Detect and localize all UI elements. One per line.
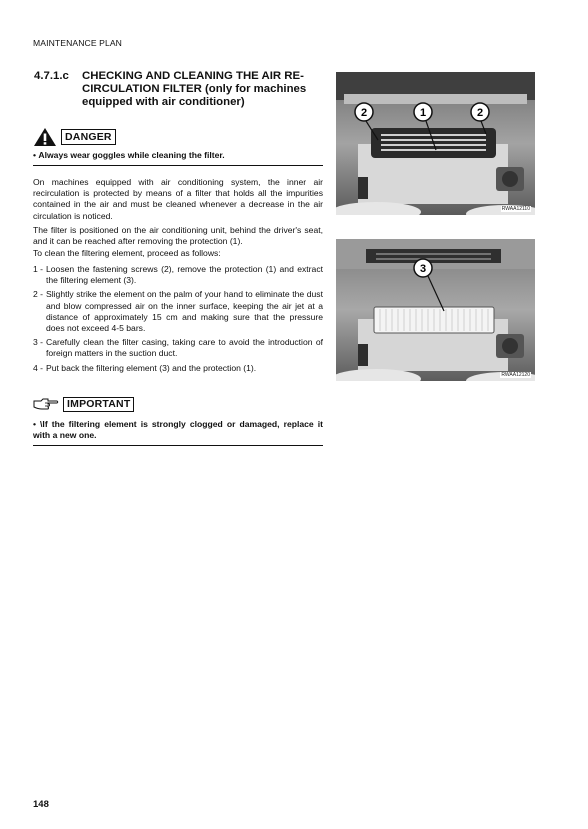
divider [33, 165, 323, 166]
danger-label: DANGER [61, 129, 116, 145]
warning-triangle-icon [33, 127, 57, 147]
callout-label: 2 [360, 107, 368, 119]
callout-label: 2 [476, 107, 484, 119]
paragraph-intro: On machines equipped with air conditioning system, the inner air recirculation is protected by means of a filter that holds all the impurities contained in the air and must be cleaned whenever a decrease in the air circulation is noticed. [33, 177, 323, 221]
step-number: 1 - [33, 264, 44, 274]
figure-filter-element [336, 239, 535, 381]
important-label: IMPORTANT [63, 397, 134, 412]
list-item [33, 363, 323, 374]
paragraph-procedure: To clean the filtering element, proceed as follows: [33, 248, 221, 258]
photo-filter-cover [336, 72, 535, 215]
important-bullet [33, 419, 323, 441]
page-number: 148 [33, 799, 49, 810]
step-text: Carefully clean the filter casing, taking care to avoid the introduction of foreign matters in the suction duct. [46, 337, 323, 359]
pointing-hand-icon [33, 397, 59, 411]
section-number: 4.7.1.c [34, 70, 69, 82]
photo-filter-element [336, 239, 535, 381]
steps-list [33, 264, 323, 377]
callout-label: 3 [419, 263, 427, 275]
danger-bullet-text: Always wear goggles while cleaning the filter. [38, 150, 225, 160]
figure-code: RWAA12110 [501, 206, 530, 212]
list-item [33, 289, 323, 334]
important-label-row [33, 396, 134, 412]
step-number: 3 - [33, 337, 44, 348]
important-bullet-text: \If the filtering element is strongly clogged or damaged, replace it with a new one. [33, 419, 323, 441]
divider [33, 445, 323, 446]
callout-label: 1 [419, 107, 427, 119]
figure-code: RWAA12120 [501, 372, 530, 378]
step-number: 2 - [33, 289, 44, 300]
paragraph-position: The filter is positioned on the air conditioning unit, behind the driver's seat, and it can be reached after removing the protection (1). [33, 225, 323, 247]
step-text: Put back the filtering element (3) and the protection (1). [46, 362, 257, 373]
bullet-dot-icon: • [33, 419, 41, 429]
danger-bullet [33, 150, 323, 161]
section-title: CHECKING AND CLEANING THE AIR RE- CIRCULATION FILTER (only for machines equipped with air conditioner) [82, 70, 307, 109]
danger-label-row [33, 127, 116, 147]
list-item [33, 337, 323, 359]
step-number: 4 - [33, 362, 44, 373]
running-header: MAINTENANCE PLAN [33, 38, 122, 48]
list-item [33, 264, 323, 286]
bullet-dot-icon: • [33, 150, 39, 160]
step-text: Slightly strike the element on the palm of your hand to eliminate the dust and blow compressed air on the inner surface, keeping the air jet at a distance of approximately 15 cm and making sure that the pressure does not exceed 4-5 bars. [46, 289, 323, 334]
step-text: Loosen the fastening screws (2), remove the protection (1) and extract the filtering element (3). [46, 264, 323, 286]
figure-filter-cover [336, 72, 535, 215]
